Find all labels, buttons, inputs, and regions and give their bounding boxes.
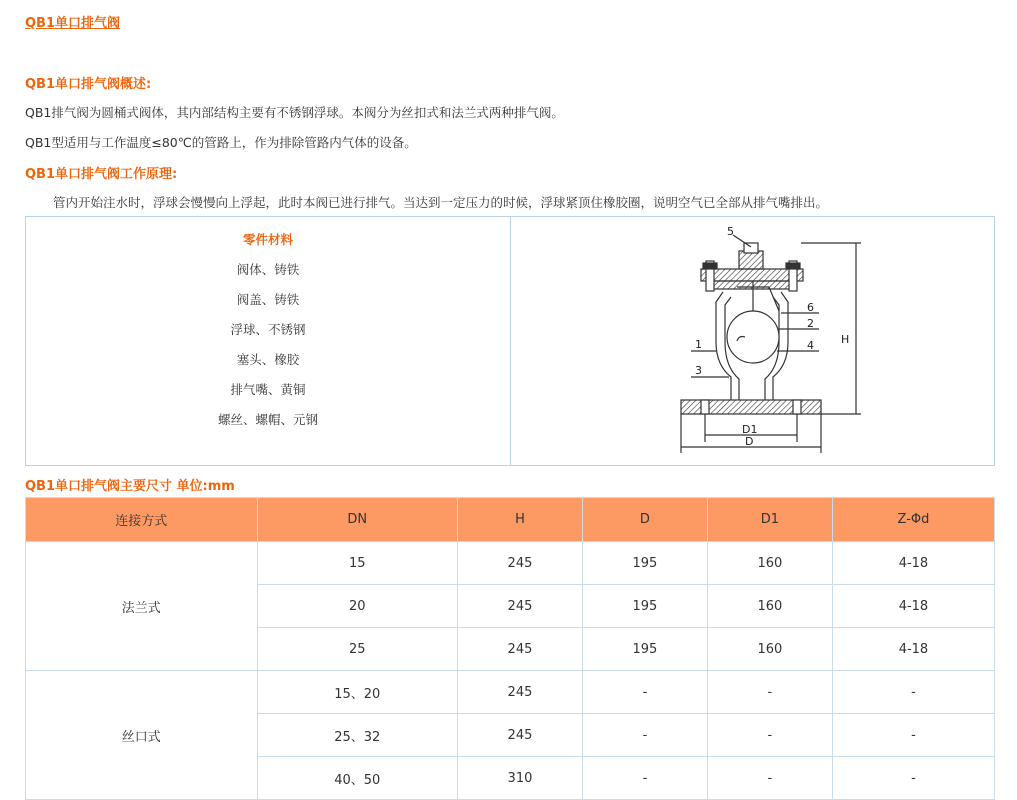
material-item: 浮球、不锈钢 xyxy=(230,322,306,337)
principle-text: 管内开始注水时，浮球会慢慢向上浮起，此时本阀已进行排气。当达到一定压力的时候，浮球紧顶住橡胶圈，说明空气已全部从排气嘴排出。 xyxy=(53,195,829,210)
table-cell: 40、50 xyxy=(257,757,457,800)
col-header: Z-Φd xyxy=(832,498,994,542)
table-cell: 310 xyxy=(457,757,582,800)
table-cell: 4-18 xyxy=(832,628,994,671)
materials-list xyxy=(26,217,511,465)
table-cell: 160 xyxy=(707,585,832,628)
table-cell: - xyxy=(832,714,994,757)
principle-heading: QB1单口排气阀工作原理: xyxy=(25,167,178,182)
materials-panel xyxy=(25,216,995,466)
table-cell: 245 xyxy=(457,671,582,714)
table-cell: 160 xyxy=(707,628,832,671)
table-cell: 245 xyxy=(457,542,582,585)
col-header: D xyxy=(582,498,707,542)
diagram-label: 4 xyxy=(807,339,814,352)
material-item: 塞头、橡胶 xyxy=(236,352,300,367)
col-header: DN xyxy=(257,498,457,542)
table-cell: 15 xyxy=(257,542,457,585)
table-cell: 15、20 xyxy=(257,671,457,714)
table-cell: 4-18 xyxy=(832,542,994,585)
table-cell: - xyxy=(707,714,832,757)
table-cell: - xyxy=(832,757,994,800)
connection-type-cell: 法兰式 xyxy=(26,542,258,671)
diagram-label: 1 xyxy=(695,338,702,351)
diagram-label: D xyxy=(745,435,754,448)
valve-diagram xyxy=(511,217,994,465)
table-cell: 245 xyxy=(457,714,582,757)
materials-heading: 零件材料 xyxy=(242,232,293,247)
table-cell: 195 xyxy=(582,542,707,585)
table-cell: 25 xyxy=(257,628,457,671)
table-cell: 195 xyxy=(582,585,707,628)
table-cell: 25、32 xyxy=(257,714,457,757)
table-cell: 160 xyxy=(707,542,832,585)
overview-line-1: QB1排气阀为圆桶式阀体，其内部结构主要有不锈钢浮球。本阀分为丝扣式和法兰式两种排气阀。 xyxy=(25,105,564,120)
table-row xyxy=(26,542,995,585)
dimensions-heading: QB1单口排气阀主要尺寸 单位:mm xyxy=(25,479,235,494)
table-cell: 20 xyxy=(257,585,457,628)
diagram-label: 3 xyxy=(695,364,702,377)
diagram-label: H xyxy=(841,333,850,346)
col-header: D1 xyxy=(707,498,832,542)
table-cell: - xyxy=(582,671,707,714)
page-title[interactable] xyxy=(25,12,120,31)
table-cell: - xyxy=(582,757,707,800)
table-cell: - xyxy=(707,671,832,714)
table-cell: - xyxy=(707,757,832,800)
diagram-label: 6 xyxy=(807,301,814,314)
col-header: 连接方式 xyxy=(26,498,258,542)
connection-type-cell: 丝口式 xyxy=(26,671,258,800)
valve-drawing xyxy=(511,217,994,465)
table-cell: 245 xyxy=(457,628,582,671)
material-item: 螺丝、螺帽、元钢 xyxy=(217,412,318,427)
table-cell: - xyxy=(832,671,994,714)
overview-heading: QB1单口排气阀概述: xyxy=(25,77,152,92)
dimensions-table xyxy=(25,497,995,800)
diagram-label: 5 xyxy=(727,225,734,238)
overview-line-2: QB1型适用与工作温度≤80℃的管路上，作为排除管路内气体的设备。 xyxy=(25,135,417,150)
diagram-label: 2 xyxy=(807,317,814,330)
table-cell: 195 xyxy=(582,628,707,671)
col-header: H xyxy=(457,498,582,542)
table-cell: - xyxy=(582,714,707,757)
material-item: 阀盖、铸铁 xyxy=(236,292,300,307)
diagram-label: D1 xyxy=(742,423,758,436)
material-item: 排气嘴、黄铜 xyxy=(230,382,306,397)
table-cell: 4-18 xyxy=(832,585,994,628)
page-title-link[interactable]: QB1单口排气阀 xyxy=(25,16,121,31)
table-row xyxy=(26,671,995,714)
material-item: 阀体、铸铁 xyxy=(236,262,300,277)
table-header-row xyxy=(26,498,995,542)
table-cell: 245 xyxy=(457,585,582,628)
